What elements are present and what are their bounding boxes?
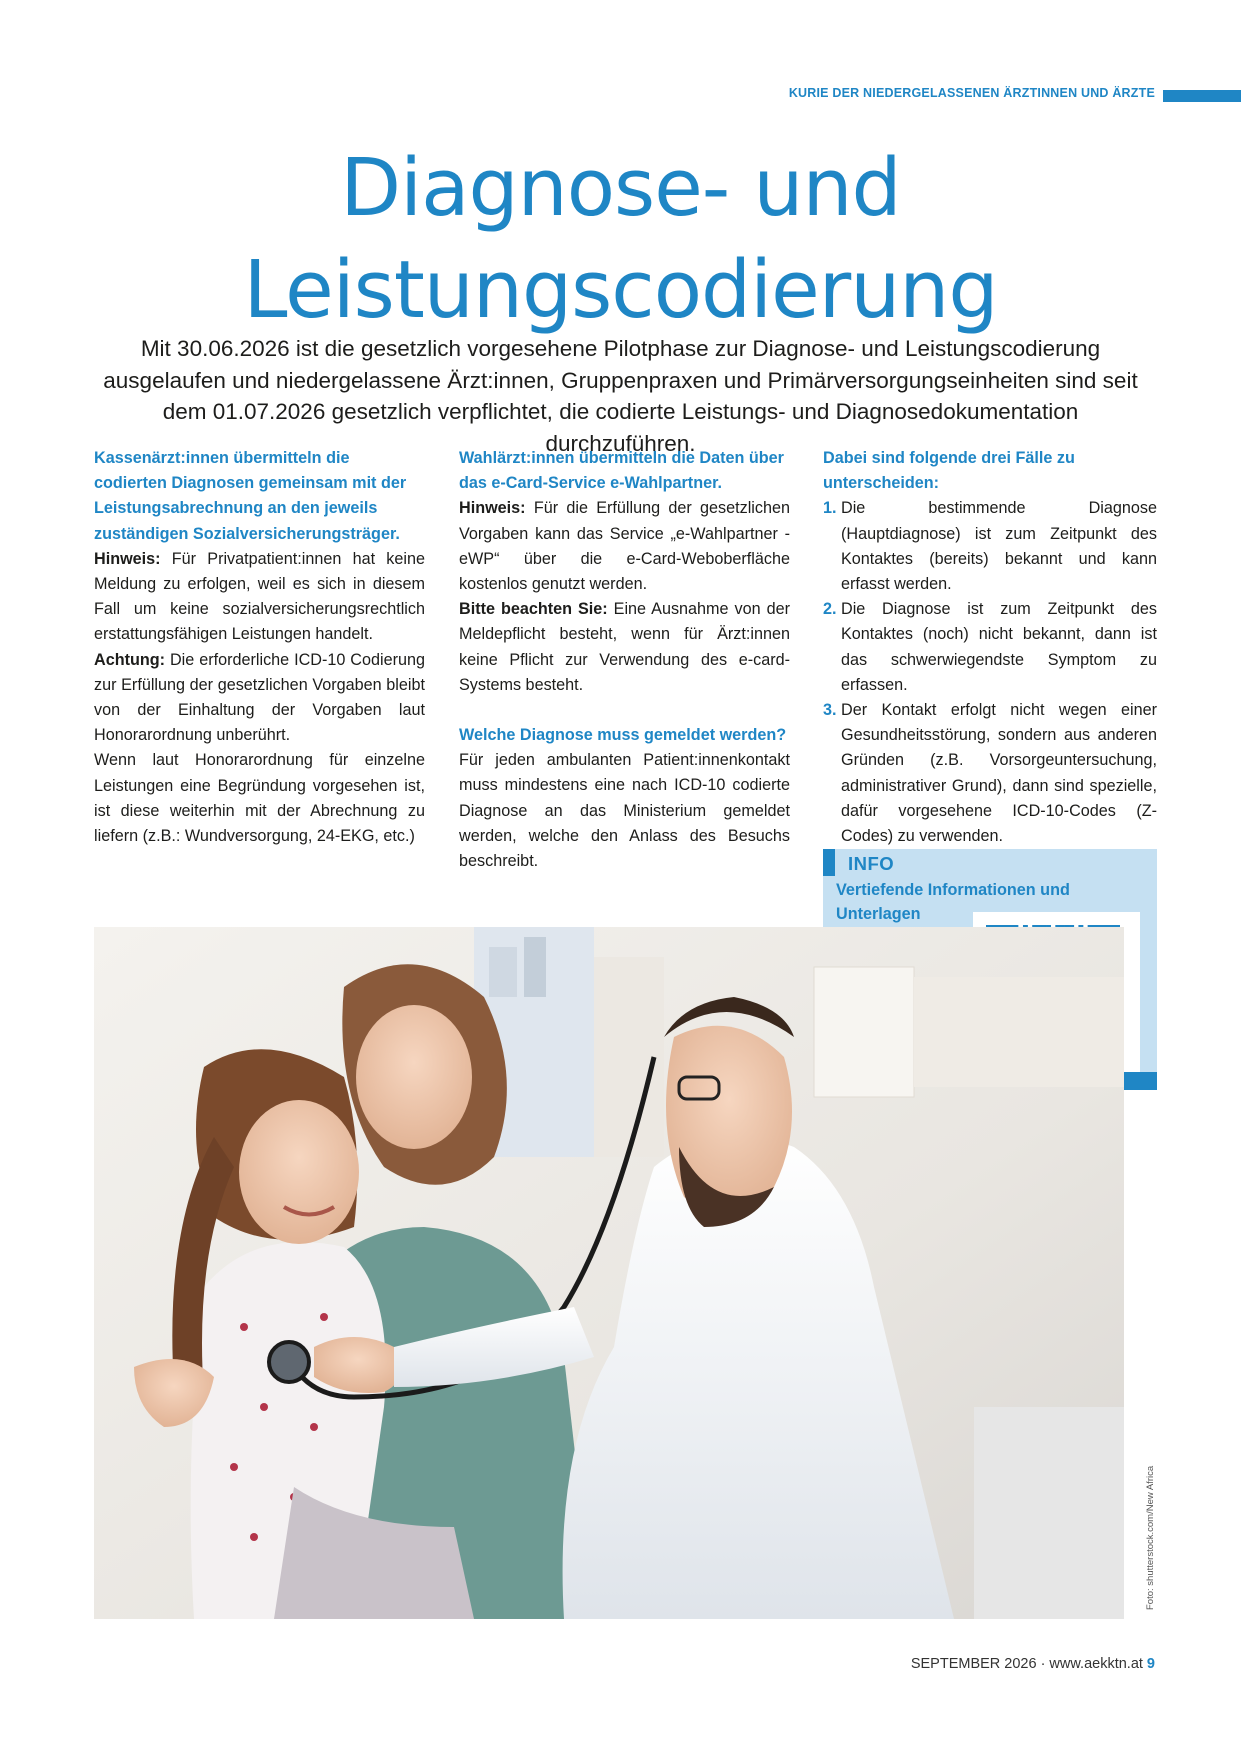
info-line: Unterlagen	[836, 904, 921, 923]
list-item	[823, 597, 1157, 698]
list-text: Der Kontakt erfolgt nicht wegen einer Gesundheitsstörung, sondern aus anderen Gründen (z.B. Vorsorgeuntersuchung, administrativer Grund), dann sind spezielle, dafür vorgesehene ICD-10-Codes (Z-Codes) zu verwenden.	[841, 701, 1157, 846]
beachten-text: Eine Ausnahme von der Meldepflicht besteht, wenn für Ärzt:innen keine Pflicht zur Verwendung des e-card-Systems besteht.	[459, 600, 790, 694]
list-number: 1.	[823, 499, 837, 518]
col1-hinweis	[94, 547, 425, 648]
column-faelle	[823, 446, 1157, 849]
achtung-label: Achtung:	[94, 650, 166, 669]
hinweis-text: Für Privatpatient:innen hat keine Meldung zu erfolgen, weil es sich in diesem Fall um keine sozialversicherungsrechtlich erstattungsfähigen Leistungen handelt.	[94, 549, 425, 644]
hinweis-label: Hinweis:	[94, 549, 161, 568]
column-wahlaerzte	[459, 446, 790, 874]
col2-hinweis	[459, 496, 790, 597]
info-marker	[823, 849, 835, 876]
section-label: KURIE DER NIEDERGELASSENEN ÄRZTINNEN UND ÄRZTE	[788, 86, 1155, 100]
col3-heading: Dabei sind folgende drei Fälle zu unterscheiden:	[823, 449, 1075, 493]
list-item	[823, 698, 1157, 849]
list-text: Die Diagnose ist zum Zeitpunkt des Kontaktes (noch) nicht bekannt, dann ist das schwerwiegendste Symptom zu erfassen.	[841, 600, 1157, 694]
beachten-label: Bitte beachten Sie:	[459, 600, 608, 619]
cases-list	[823, 496, 1157, 849]
col1-heading: Kassenärzt:innen übermitteln die codierten Diagnosen gemeinsam mit der Leistungsabrechnung an den jeweils zuständigen Sozialversicherungsträger.	[94, 449, 407, 543]
hinweis-label: Hinweis:	[459, 499, 526, 518]
photo-credit: Foto: shutterstock.com/New Africa	[1145, 1465, 1156, 1610]
title-line-2: Leistungscodierung	[243, 244, 998, 336]
column-kassenaerzte	[94, 446, 425, 849]
doctor-child-photo	[94, 927, 1124, 1619]
intro-text: Mit 30.06.2026 ist die gesetzlich vorgesehene Pilotphase zur Diagnose- und Leistungscodierung ausgelaufen und niedergelassene Ärzt:innen, Gruppenpraxen und Primärversorgungseinheiten sind seit dem 01.07.2026 gesetzlich verpflichtet, die codierte Leistungs- und Diagnosedokumentation durchzuführen.	[103, 336, 1138, 456]
col2-beachten	[459, 597, 790, 698]
page-footer	[760, 1656, 1155, 1672]
info-title: INFO	[848, 853, 895, 874]
list-text: Die bestimmende Diagnose (Hauptdiagnose) ist zum Zeitpunkt des Kontaktes (bereits) bekannt und kann erfasst werden.	[841, 499, 1157, 594]
info-line: Vertiefende Informationen und	[836, 881, 1070, 899]
photo-illustration	[94, 927, 1124, 1619]
footer-issue: SEPTEMBER 2026 · www.aekktn.at	[910, 1656, 1143, 1672]
page-number: 9	[1146, 1656, 1155, 1672]
page-title	[60, 137, 1181, 341]
col2-paragraph: Für jeden ambulanten Patient:innenkontakt muss mindestens eine nach ICD-10 codierte Diagnose an das Ministerium gemeldet werden, welche den Anlass des Besuchs beschreibt.	[459, 751, 790, 871]
list-number: 3.	[823, 701, 837, 720]
title-line-1: Diagnose- und	[340, 142, 901, 234]
col1-paragraph: Wenn laut Honorarordnung für einzelne Leistungen eine Begründung vorgesehen ist, ist diese weiterhin mit der Abrechnung zu liefern (z.B.: Wundversorgung, 24-EKG, etc.)	[94, 751, 425, 846]
achtung-text: Die erforderliche ICD-10 Codierung zur Erfüllung der gesetzlichen Vorgaben bleibt von der Einhaltung der Vorgaben laut Honorarordnung unberührt.	[94, 650, 425, 745]
col2-heading: Wahlärzt:innen übermitteln die Daten über das e-Card-Service e-Wahlpartner.	[459, 449, 784, 493]
hinweis-text: Für die Erfüllung der gesetzlichen Vorgaben kann das Service „e-Wahlpartner - eWP“ über die e-Card-Weboberfläche kostenlos genutzt werden.	[459, 499, 790, 594]
list-number: 2.	[823, 600, 837, 619]
col2-subheading: Welche Diagnose muss gemeldet werden?	[459, 726, 787, 745]
section-bar	[1163, 90, 1241, 102]
col1-achtung	[94, 648, 425, 749]
list-item	[823, 496, 1157, 597]
